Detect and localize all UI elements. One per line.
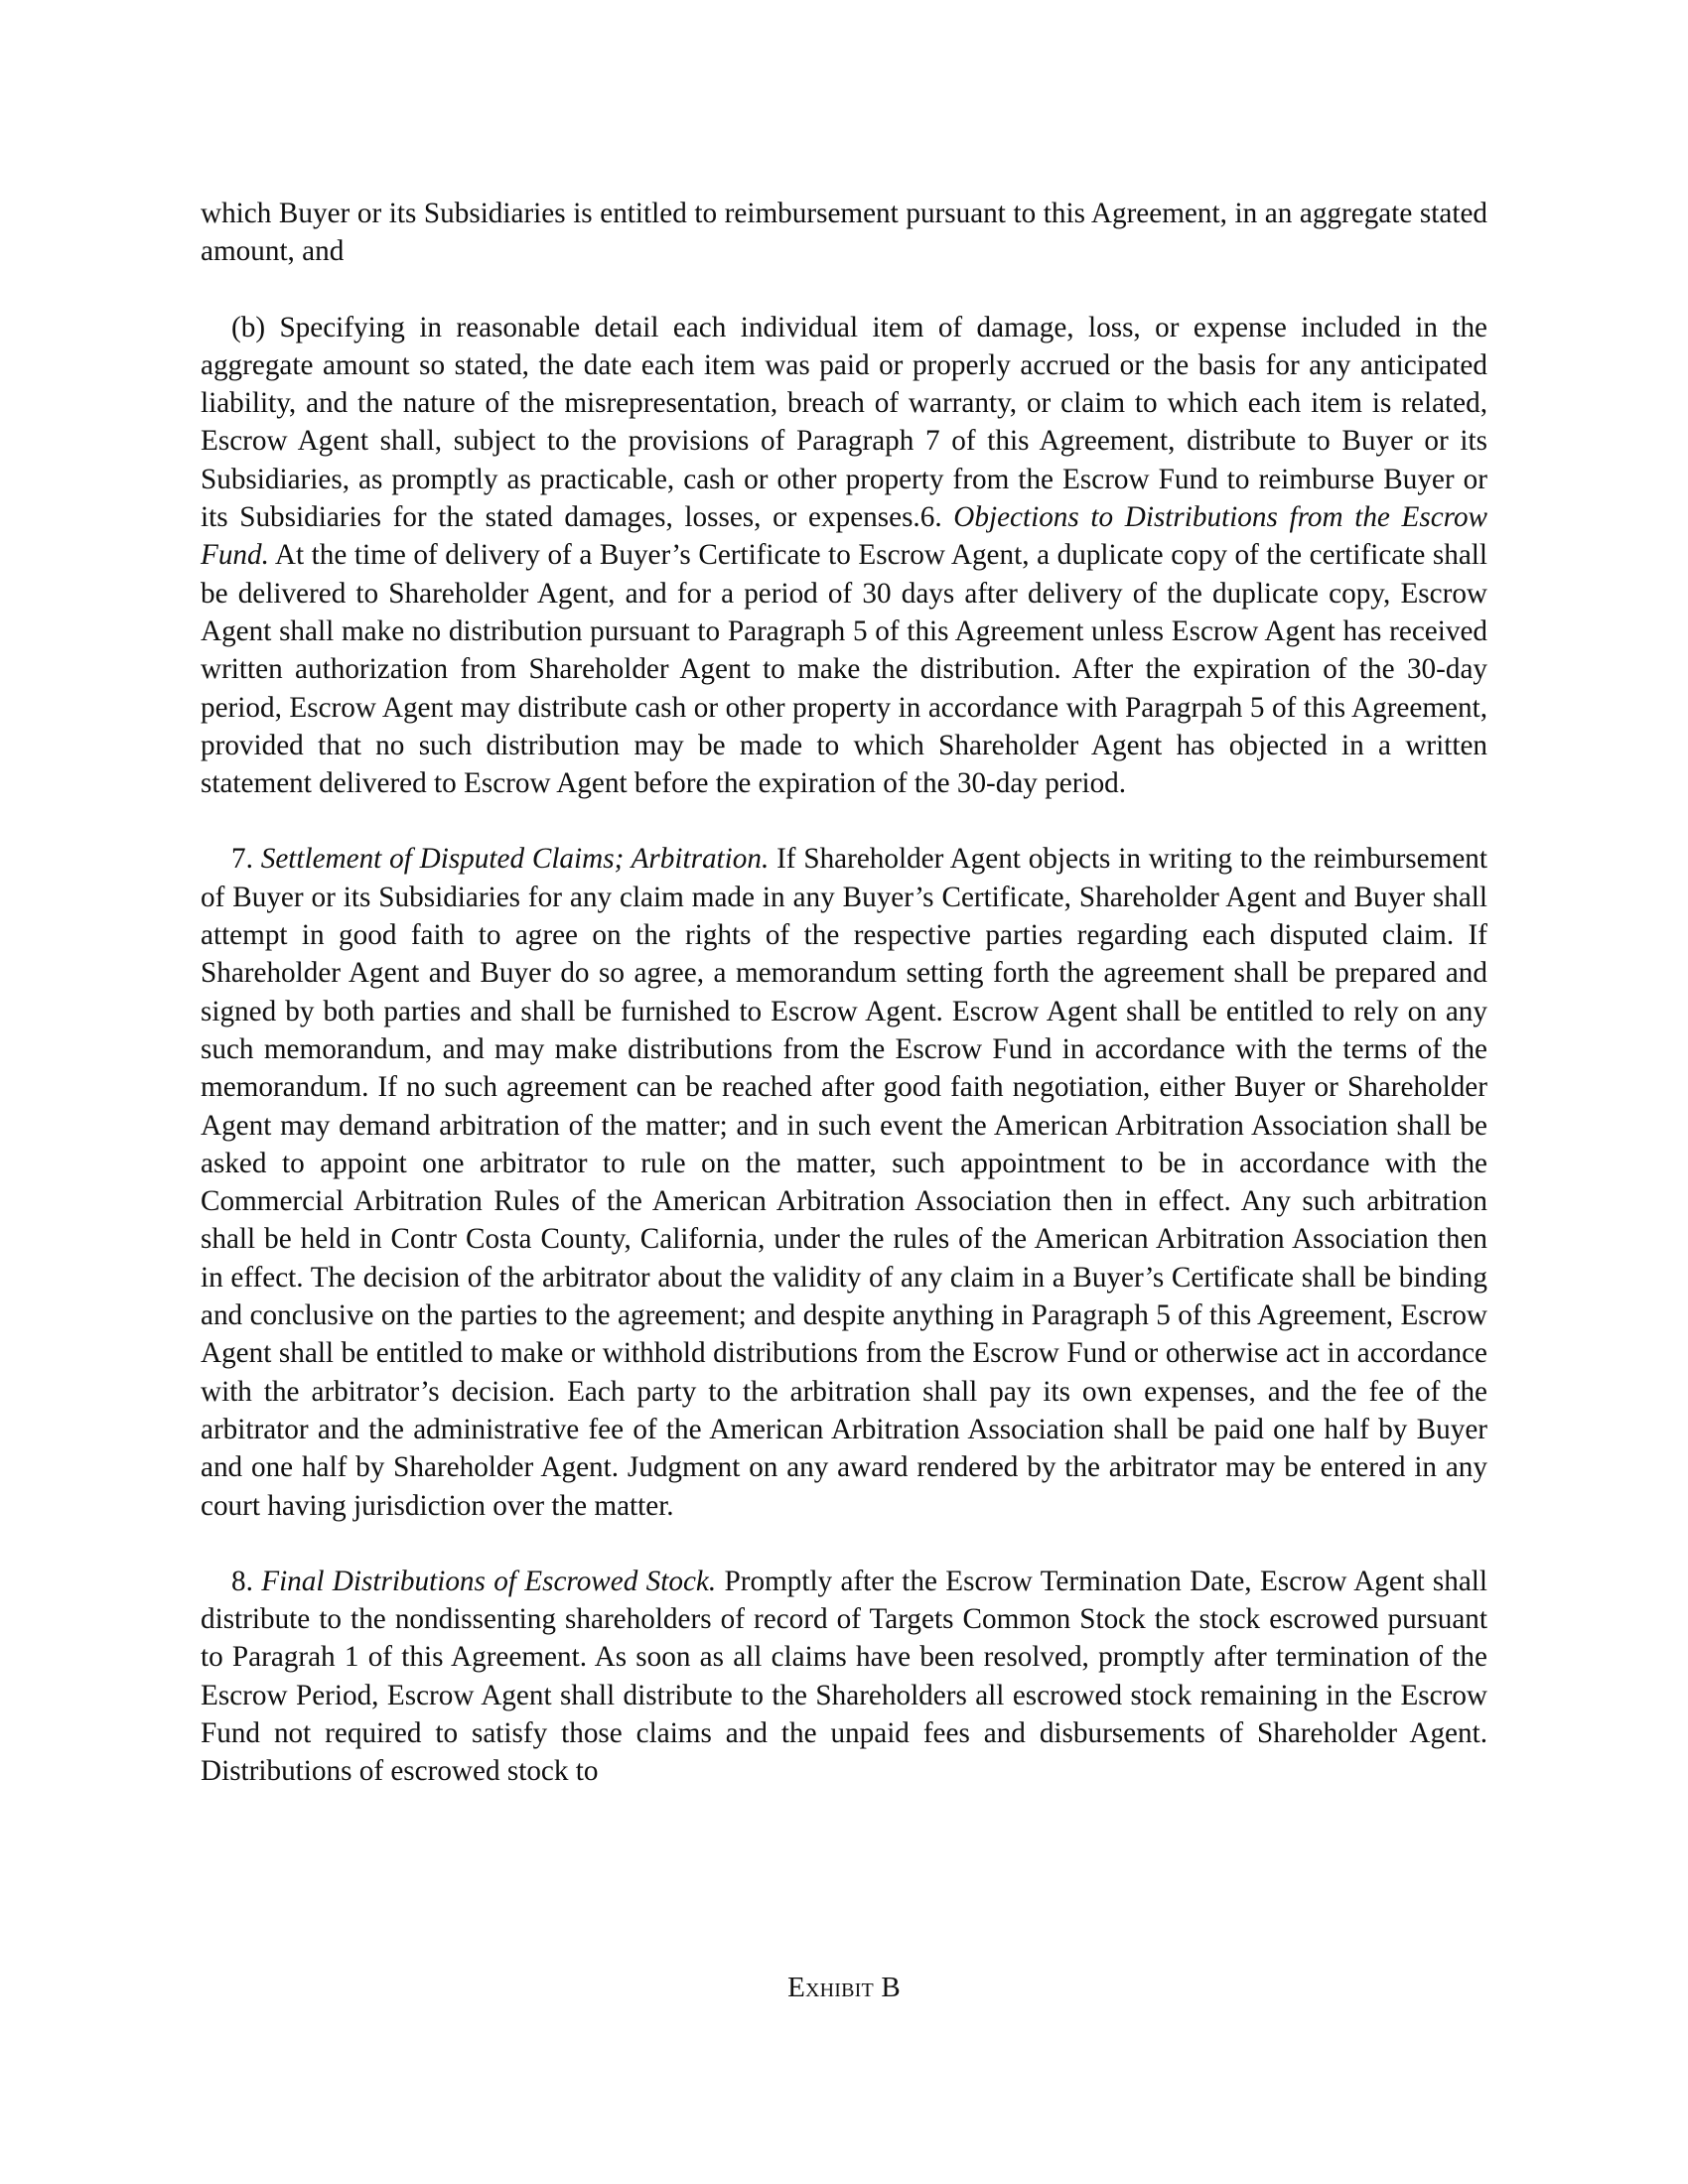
paragraph-clause-b: [201, 309, 1487, 803]
document-body: [201, 195, 1487, 1791]
section-8-number: 8.: [231, 1565, 262, 1597]
clause-b-text: (b) Specifying in reasonable detail each individual item of damage, loss, or expense included in the aggregate amount so stated, the date each item was paid or properly accrued or the basis for any anticipated liability, and the nature of the misrepresentation, breach of warranty, or claim to which each item is related, Escrow Agent shall, subject to the provisions of Paragraph 7 of this Agreement, distribute to Buyer or its Subsidiaries, as promptly as practicable, cash or other property from the Escrow Fund to reimburse Buyer or its Subsidiaries for the stated damages, losses, or expenses.: [201, 311, 1487, 534]
page-footer-exhibit-label: Exhibit B: [787, 1972, 901, 2003]
section-6-number: 6.: [919, 501, 954, 534]
paragraph-text: which Buyer or its Subsidiaries is entitled to reimbursement pursuant to this Agreement, in an aggregate stated amount, and: [201, 198, 1487, 268]
section-7-text: If Shareholder Agent objects in writing to the reimbursement of Buyer or its Subsidiaries for any claim made in any Buyer’s Certificate, Shareholder Agent and Buyer shall attempt in good faith to agree on the rights of the respective parties regarding each disputed claim. If Shareholder Agent and Buyer do so agree, a memorandum setting forth the agreement shall be prepared and signed by both parties and shall be furnished to Escrow Agent. Escrow Agent shall be entitled to rely on any such memorandum, and may make distributions from the Escrow Fund in accordance with the terms of the memorandum. If no such agreement can be reached after good faith negotiation, either Buyer or Shareholder Agent may demand arbitration of the matter; and in such event the American Arbitration Association shall be asked to appoint one arbitrator to rule on the matter, such appointment to be in accordance with the Commercial Arbitration Rules of the American Arbitration Association then in effect. Any such arbitration shall be held in Contr Costa County, California, under the rules of the American Arbitration Association then in effect. The decision of the arbitrator about the validity of any claim in a Buyer’s Certificate shall be binding and conclusive on the parties to the agreement; and despite anything in Paragraph 5 of this Agreement, Escrow Agent shall be entitled to make or withhold distributions from the Escrow Fund or otherwise act in accordance with the arbitrator’s decision. Each party to the arbitration shall pay its own expenses, and the fee of the arbitrator and the administrative fee of the American Arbitration Association shall be paid one half by Buyer and one half by Shareholder Agent. Judgment on any award rendered by the arbitrator may be entered in any court having jurisdiction over the matter.: [201, 843, 1487, 1522]
section-8-text: Promptly after the Escrow Termination Date, Escrow Agent shall distribute to the nondissenting shareholders of record of Targets Common Stock the stock escrowed pursuant to Paragrah 1 of this Agreement. As soon as all claims have been resolved, promptly after termination of the Escrow Period, Escrow Agent shall distribute to the Shareholders all escrowed stock remaining in the Escrow Fund not required to satisfy those claims and the unpaid fees and disbursements of Shareholder Agent. Distributions of escrowed stock to: [201, 1565, 1488, 1788]
section-8-heading: Final Distributions of Escrowed Stock.: [261, 1565, 717, 1597]
paragraph-section-8: [201, 1563, 1487, 1791]
paragraph-continuation: [201, 195, 1487, 271]
paragraph-section-7: [201, 840, 1487, 1524]
section-6-text: At the time of delivery of a Buyer’s Certificate to Escrow Agent, a duplicate copy of the certificate shall be delivered to Shareholder Agent, and for a period of 30 days after delivery of the duplicate copy, Escrow Agent shall make no distribution pursuant to Paragraph 5 of this Agreement unless Escrow Agent has received written authorization from Shareholder Agent to make the distribution. After the expiration of the 30-day period, Escrow Agent may distribute cash or other property in accordance with Paragrpah 5 of this Agreement, provided that no such distribution may be made to which Shareholder Agent has objected in a written statement delivered to Escrow Agent before the expiration of the 30-day period.: [201, 539, 1487, 800]
section-6-heading: Objections to Distributions from the Escrow Fund.: [201, 501, 1488, 572]
section-7-number: 7.: [231, 843, 261, 876]
section-7-heading: Settlement of Disputed Claims; Arbitration.: [260, 843, 770, 876]
